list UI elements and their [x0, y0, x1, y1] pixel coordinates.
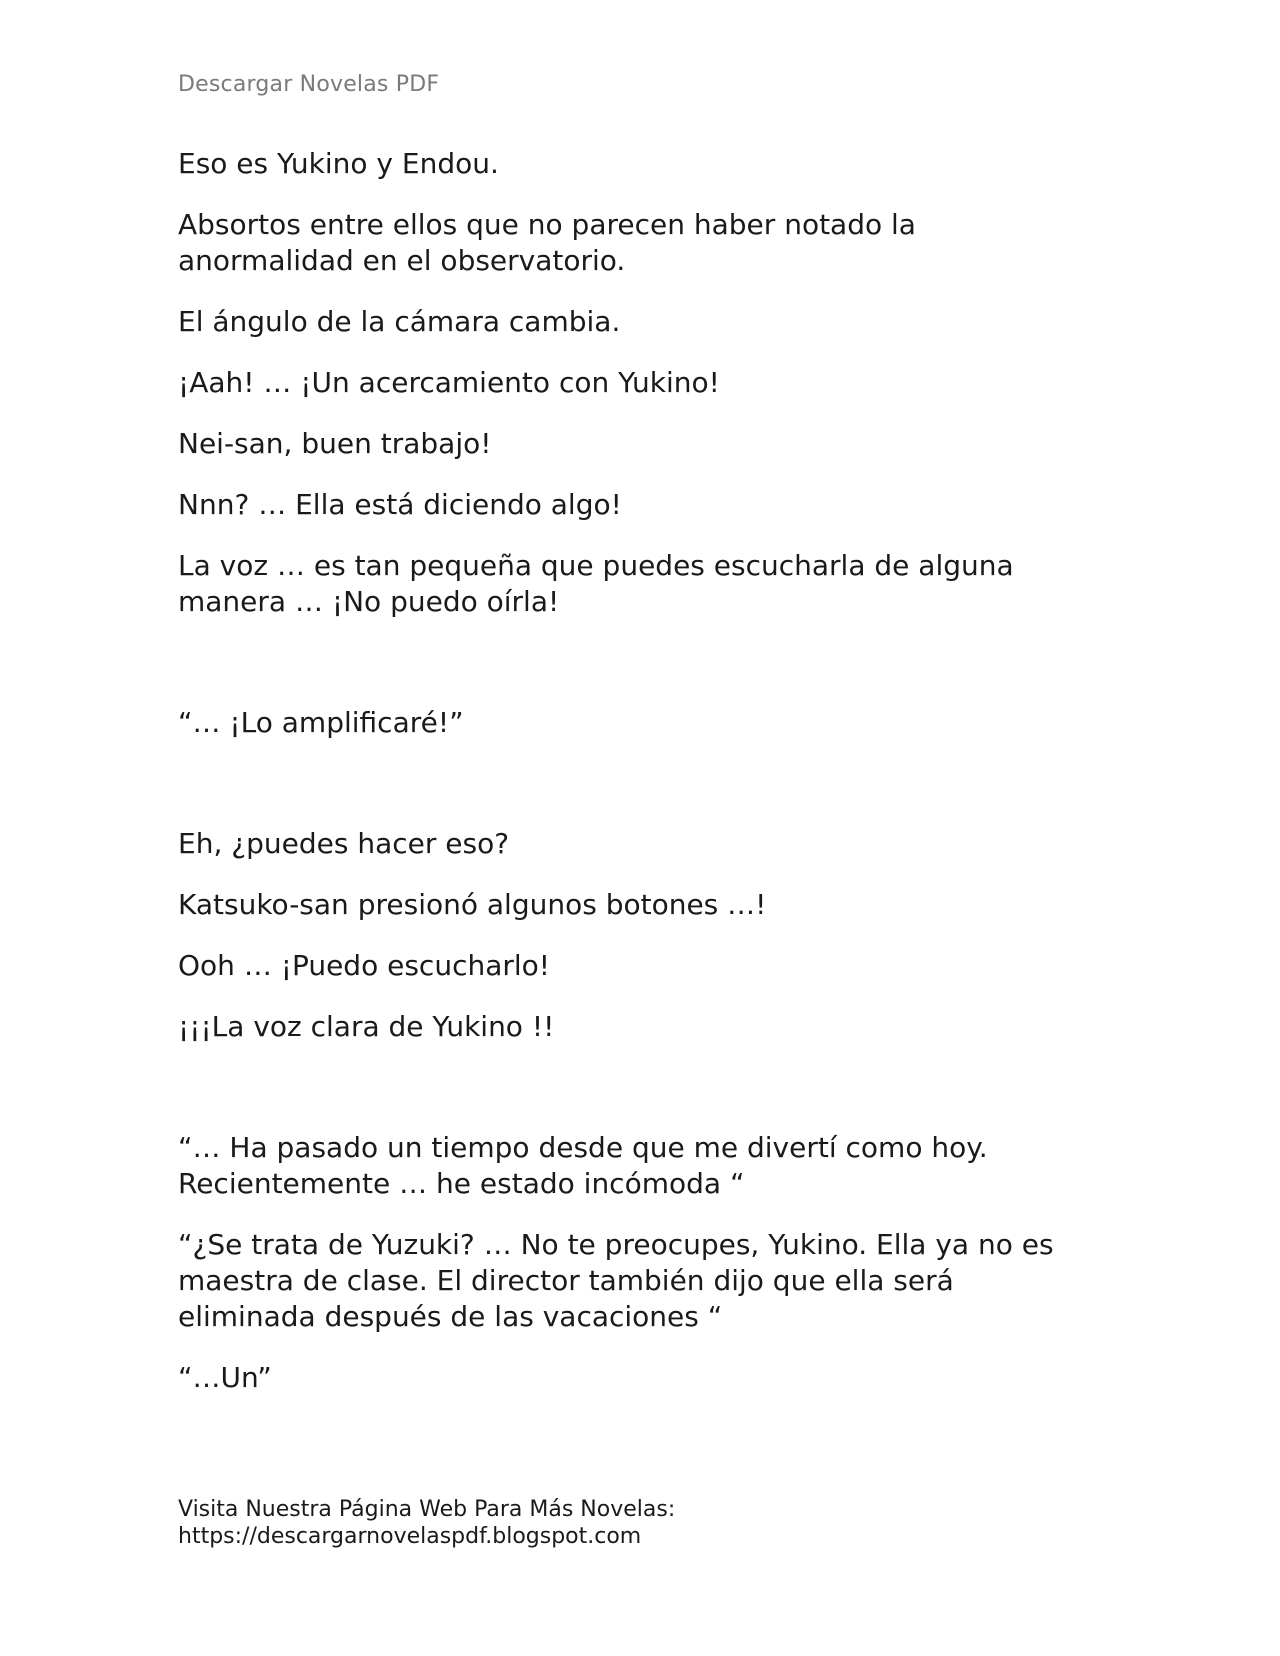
paragraph: ¡¡¡La voz clara de Yukino !!: [178, 1010, 555, 1043]
paragraph: Eh, ¿puedes hacer eso?: [178, 827, 510, 860]
page-header: Descargar Novelas PDF: [178, 72, 440, 97]
paragraph: El ángulo de la cámara cambia.: [178, 305, 621, 338]
paragraph: Absortos entre ellos que no parecen haber notado la anormalidad en el observatorio.: [178, 208, 916, 277]
document-page: [178, 0, 1118, 1656]
dialogue-line: “¿Se trata de Yuzuki? … No te preocupes, Yukino. Ella ya no es maestra de clase. El director también dijo que ella será eliminada después de las vacaciones “: [178, 1228, 1054, 1333]
paragraph: Nei-san, buen trabajo!: [178, 427, 492, 460]
paragraph: Ooh … ¡Puedo escucharlo!: [178, 949, 551, 982]
paragraph: Katsuko-san presionó algunos botones …!: [178, 888, 767, 921]
page-footer: [178, 1496, 675, 1550]
paragraph: Eso es Yukino y Endou.: [178, 147, 499, 180]
dialogue-line: “… Ha pasado un tiempo desde que me divertí como hoy. Recientemente … he estado incómoda “: [178, 1131, 988, 1200]
paragraph: Nnn? … Ella está diciendo algo!: [178, 488, 622, 521]
dialogue-line: “…Un”: [178, 1361, 272, 1394]
dialogue-line: “… ¡Lo amplificaré!”: [178, 706, 464, 739]
document-body: [178, 146, 1118, 1421]
paragraph: ¡Aah! … ¡Un acercamiento con Yukino!: [178, 366, 720, 399]
footer-website-link[interactable]: https://descargarnovelaspdf.blogspot.com: [178, 1524, 642, 1549]
paragraph: La voz … es tan pequeña que puedes escucharla de alguna manera … ¡No puedo oírla!: [178, 549, 1014, 618]
footer-promo-text: Visita Nuestra Página Web Para Más Novelas:: [178, 1497, 676, 1522]
